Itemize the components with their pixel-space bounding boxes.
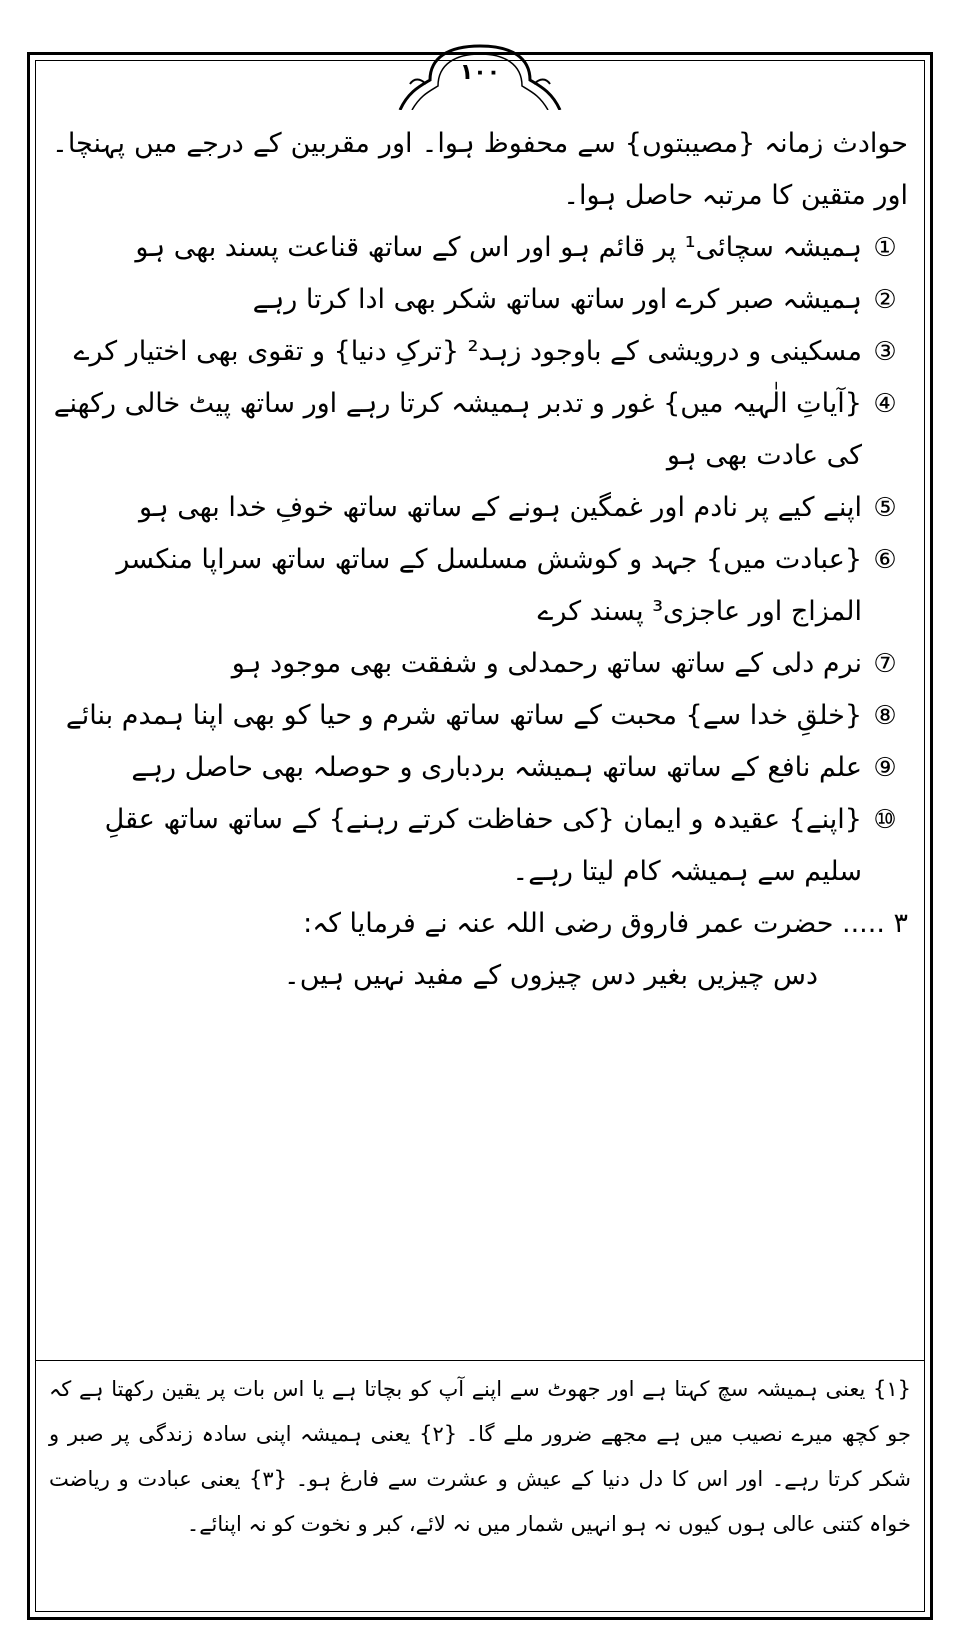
item-text: اپنے کیے پر نادم اور غمگین ہونے کے ساتھ ساتھ خوفِ خدا بھی ہو (138, 492, 862, 523)
item-number: ④ (873, 389, 897, 419)
item-number: ① (873, 233, 897, 263)
item-number: ⑨ (873, 753, 897, 783)
item-text: {اپنے} عقیدہ و ایمان {کی حفاظت کرتے رہنے} کے ساتھ ساتھ عقلِ سلیم سے ہمیشہ کام لیتا رہے۔ (104, 804, 862, 887)
main-content (52, 118, 908, 1002)
list-item (52, 742, 908, 794)
footnote-text: {۱} یعنی ہمیشہ سچ کہتا ہے اور جھوٹ سے اپنے آپ کو بچاتا ہے یا اس بات پر یقین رکھتا ہے کہ جو کچھ میرے نصیب میں ہے مجھے ضرور ملے گا۔ {۲} یعنی ہمیشہ اپنی سادہ زندگی پر صبر و شکر کرتا رہے۔ اور اس کا دل دنیا کے عیش و عشرت سے فارغ ہو۔ {۳} یعنی عبادت و ریاضت خواہ کتنی عالی ہوں کیوں نہ ہو انہیں شمار میں نہ لائے، کبر و نخوت کو نہ اپنائے۔ (49, 1377, 911, 1536)
item-number: ③ (873, 337, 897, 367)
list-item (52, 534, 908, 638)
item-number: ⑤ (873, 493, 897, 523)
item-number: ⑩ (873, 805, 897, 835)
item-text: مسکینی و درویشی کے باوجود زہد² {ترکِ دنیا} و تقوی بھی اختیار کرے (73, 336, 862, 367)
list-item (52, 326, 908, 378)
list-item (52, 690, 908, 742)
item-text: ہمیشہ صبر کرے اور ساتھ ساتھ شکر بھی ادا کرتا رہے (252, 284, 862, 315)
footnotes (35, 1360, 925, 1547)
list-item (52, 378, 908, 482)
item-number: ⑦ (873, 649, 897, 679)
intro-paragraph: حوادث زمانہ {مصیبتوں} سے محفوظ ہوا۔ اور مقربین کے درجے میں پہنچا۔ اور متقین کا مرتبہ حاصل ہوا۔ (52, 128, 908, 211)
item-text: {عبادت میں} جہد و کوشش مسلسل کے ساتھ ساتھ سراپا منکسر المزاج اور عاجزی³ پسند کرے (116, 544, 862, 627)
item-text: {آیاتِ الٰہیہ میں} غور و تدبر ہمیشہ کرتا رہے اور ساتھ پیٹ خالی رکھنے کی عادت بھی ہو (53, 388, 862, 471)
list-item (52, 482, 908, 534)
item-text: نرم دلی کے ساتھ ساتھ رحمدلی و شفقت بھی موجود ہو (231, 648, 862, 679)
page-number: ۱۰۰ (459, 60, 501, 85)
item-number: ⑥ (873, 545, 897, 575)
item-number: ② (873, 285, 897, 315)
list-item (52, 222, 908, 274)
list-item (52, 274, 908, 326)
list-item (52, 794, 908, 898)
list-item (52, 638, 908, 690)
item-text: ہمیشہ سچائی¹ پر قائم ہو اور اس کے ساتھ قناعت پسند بھی ہو (135, 232, 862, 263)
item-text: {خلقِ خدا سے} محبت کے ساتھ ساتھ شرم و حیا کو بھی اپنا ہمدم بنائے (65, 700, 862, 731)
quote-text: دس چیزیں بغیر دس چیزوں کے مفید نہیں ہیں۔ (283, 960, 818, 991)
item-number: ⑧ (873, 701, 897, 731)
quote-lead: ۳ ..... حضرت عمر فاروق رضی اللہ عنہ نے فرمایا کہ: (303, 908, 908, 939)
item-text: علم نافع کے ساتھ ساتھ ہمیشہ بردباری و حوصلہ بھی حاصل رہے (131, 752, 862, 783)
